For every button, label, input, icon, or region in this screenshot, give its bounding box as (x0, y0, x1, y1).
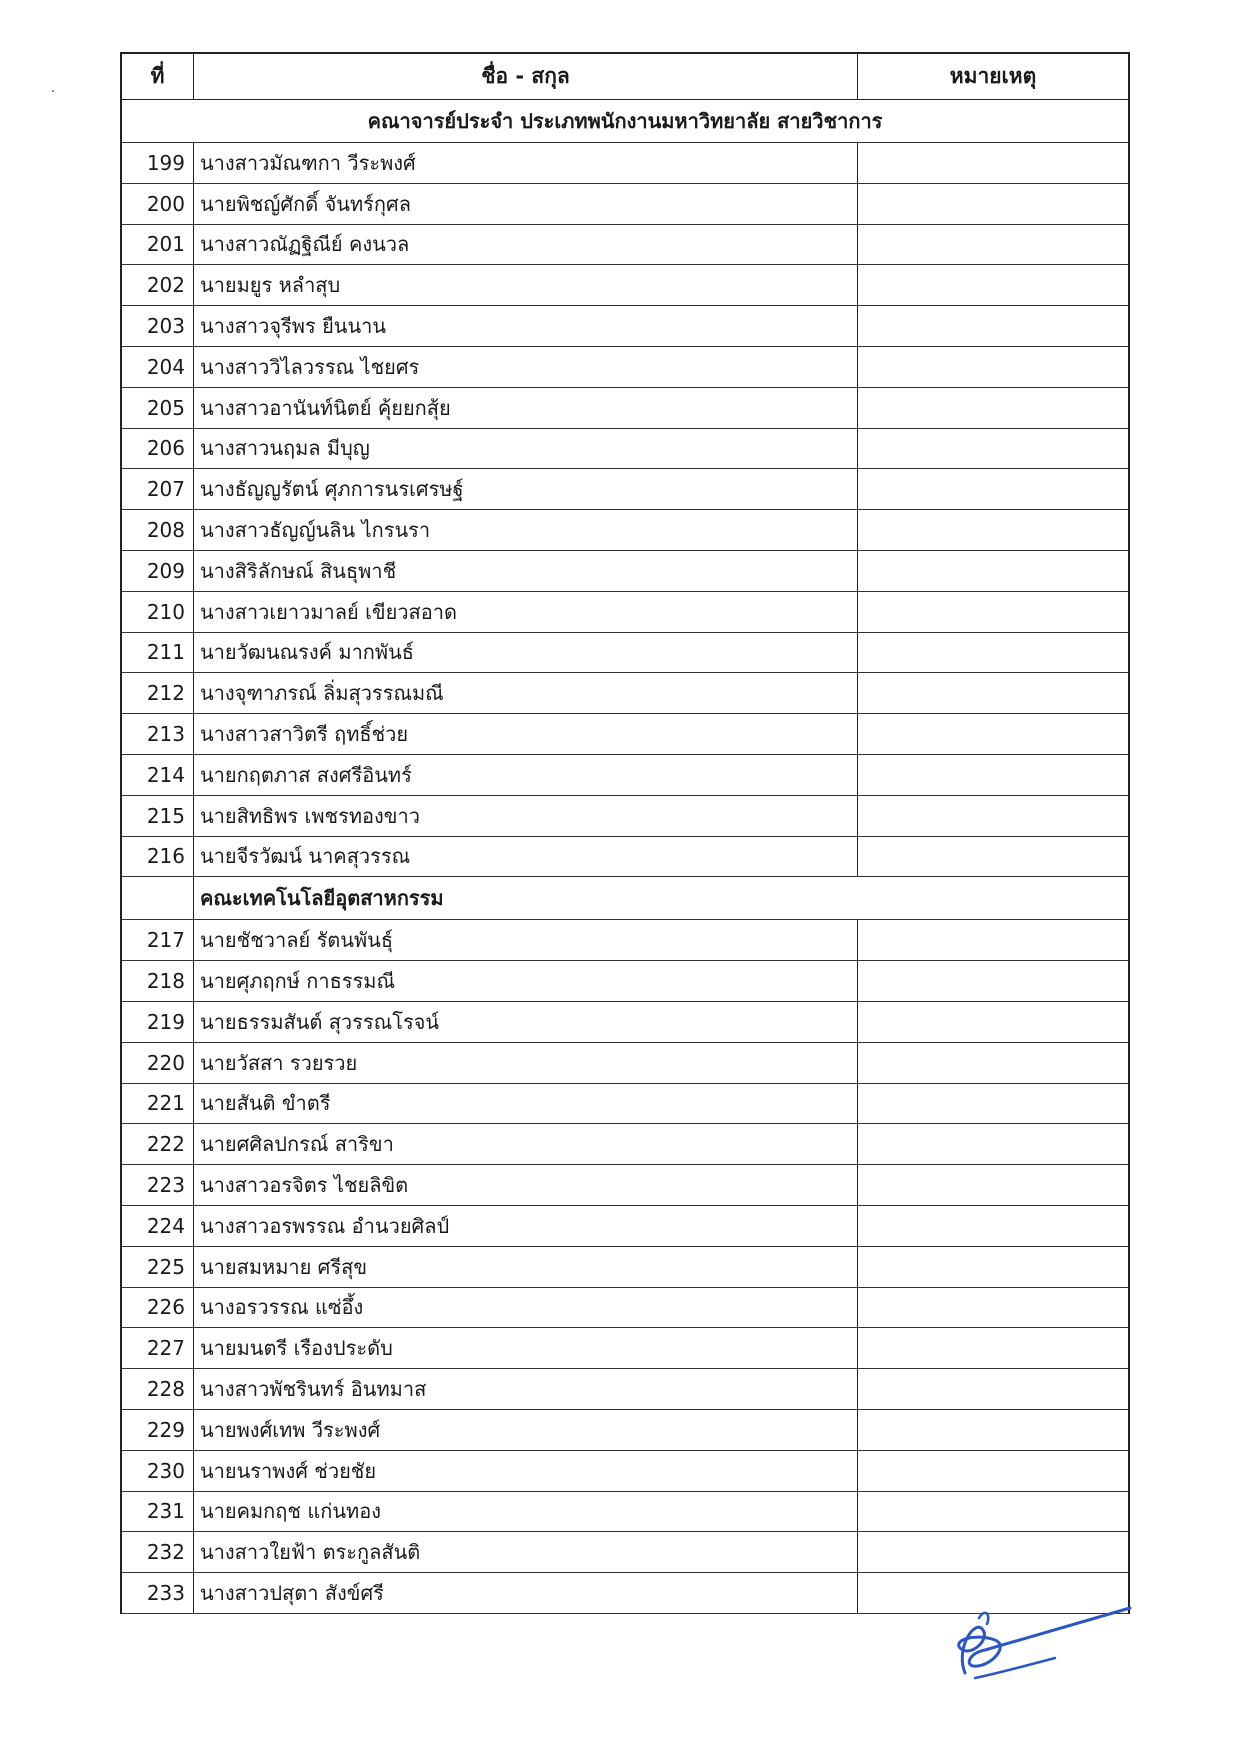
row-number: 230 (122, 1451, 194, 1491)
row-full-name: นายศุภฤกษ์ กาธรรมณี (194, 961, 858, 1001)
row-note (858, 184, 1128, 224)
row-note (858, 551, 1128, 591)
row-number: 225 (122, 1247, 194, 1287)
table-row (122, 961, 1128, 1002)
row-number: 224 (122, 1206, 194, 1246)
row-full-name: นางสาววิไลวรรณ ไชยศร (194, 347, 858, 387)
row-note (858, 714, 1128, 754)
row-number: 231 (122, 1492, 194, 1532)
row-number: 204 (122, 347, 194, 387)
table-row (122, 1206, 1128, 1247)
table-row (122, 1328, 1128, 1369)
table-row (122, 429, 1128, 470)
row-full-name: นายชัชวาลย์ รัตนพันธ์ุ (194, 920, 858, 960)
signature-image (935, 1578, 1135, 1688)
row-number: 200 (122, 184, 194, 224)
row-full-name: นายศศิลปกรณ์ สาริขา (194, 1124, 858, 1164)
row-note (858, 1165, 1128, 1205)
table-row (122, 714, 1128, 755)
row-note (858, 388, 1128, 428)
row-full-name: นายนราพงศ์ ช่วยชัย (194, 1451, 858, 1491)
row-full-name: นางสาวอรจิตร ไชยลิขิต (194, 1165, 858, 1205)
row-note (858, 306, 1128, 346)
row-full-name: นางจุฑาภรณ์ ลิ่มสุวรรณมณี (194, 673, 858, 713)
row-note (858, 633, 1128, 673)
table-row (122, 1492, 1128, 1533)
row-number: 223 (122, 1165, 194, 1205)
row-number: 227 (122, 1328, 194, 1368)
row-number: 213 (122, 714, 194, 754)
row-note (858, 592, 1128, 632)
table-row (122, 837, 1128, 878)
row-full-name: นางสิริลักษณ์ สินธุพาชี (194, 551, 858, 591)
row-number: 214 (122, 755, 194, 795)
row-note (858, 1206, 1128, 1246)
section-title: คณาจารย์ประจำ ประเภทพนักงานมหาวิทยาลัย สายวิชาการ (367, 109, 883, 133)
row-number: 212 (122, 673, 194, 713)
row-number: 222 (122, 1124, 194, 1164)
row-note (858, 1492, 1128, 1532)
table-row (122, 1369, 1128, 1410)
row-full-name: นางสาวเยาวมาลย์ เขียวสอาด (194, 592, 858, 632)
table-row (122, 1288, 1128, 1329)
row-number: 220 (122, 1043, 194, 1083)
row-number: 211 (122, 633, 194, 673)
row-number: 217 (122, 920, 194, 960)
row-full-name: นายสมหมาย ศรีสุข (194, 1247, 858, 1287)
row-full-name: นายสันติ ขำตรี (194, 1084, 858, 1124)
row-full-name: นายมยูร หลำสุบ (194, 265, 858, 305)
row-full-name: นางสาวนฤมล มีบุญ (194, 429, 858, 469)
row-note (858, 469, 1128, 509)
table-row (122, 143, 1128, 184)
group2-rows (122, 920, 1128, 1614)
row-number: 232 (122, 1532, 194, 1572)
table-row (122, 184, 1128, 225)
row-note (858, 1002, 1128, 1042)
row-note (858, 347, 1128, 387)
row-full-name: นางสาวอานันท์นิตย์ คุ้ยยกสุ้ย (194, 388, 858, 428)
row-full-name: นายวัฒนณรงค์ มากพันธ์ (194, 633, 858, 673)
row-full-name: นายสิทธิพร เพชรทองขาว (194, 796, 858, 836)
table-row (122, 1165, 1128, 1206)
table-row (122, 469, 1128, 510)
row-note (858, 1410, 1128, 1450)
table-row (122, 225, 1128, 266)
table-row (122, 1043, 1128, 1084)
row-full-name: นายธรรมสันต์ สุวรรณโรจน์ (194, 1002, 858, 1042)
row-number: 228 (122, 1369, 194, 1409)
group1-rows (122, 143, 1128, 877)
row-note (858, 429, 1128, 469)
scan-speck (52, 90, 54, 92)
table-row (122, 265, 1128, 306)
row-full-name: นายวัสสา รวยรวย (194, 1043, 858, 1083)
row-full-name: นางสาวสาวิตรี ฤทธิ์ช่วย (194, 714, 858, 754)
row-number: 205 (122, 388, 194, 428)
row-note (858, 510, 1128, 550)
row-full-name: นางสาวมัณฑกา วีระพงศ์ (194, 143, 858, 183)
row-full-name: นายกฤตภาส สงศรีอินทร์ (194, 755, 858, 795)
row-number: 201 (122, 225, 194, 265)
table-header-row (122, 54, 1128, 100)
table-row (122, 510, 1128, 551)
row-note (858, 920, 1128, 960)
row-number: 218 (122, 961, 194, 1001)
table-row (122, 673, 1128, 714)
row-full-name: นายมนตรี เรืองประดับ (194, 1328, 858, 1368)
table-row (122, 633, 1128, 674)
table-row (122, 1084, 1128, 1125)
row-note (858, 1532, 1128, 1572)
row-full-name: นางสาวณัฏฐิณีย์ คงนวล (194, 225, 858, 265)
table-row (122, 796, 1128, 837)
row-full-name: นางสาวพัชรินทร์ อินทมาส (194, 1369, 858, 1409)
row-note (858, 225, 1128, 265)
row-note (858, 755, 1128, 795)
section-title-row (122, 100, 1128, 143)
name-list-table (120, 52, 1130, 1614)
row-note (858, 1369, 1128, 1409)
row-number: 199 (122, 143, 194, 183)
row-full-name: นายพงศ์เทพ วีระพงศ์ (194, 1410, 858, 1450)
table-row (122, 592, 1128, 633)
table-row (122, 1410, 1128, 1451)
header-note: หมายเหตุ (949, 64, 1037, 88)
row-note (858, 837, 1128, 877)
row-number: 233 (122, 1573, 194, 1613)
row-number: 226 (122, 1288, 194, 1328)
row-number: 209 (122, 551, 194, 591)
row-note (858, 265, 1128, 305)
row-number: 221 (122, 1084, 194, 1124)
row-full-name: นายคมกฤช แก่นทอง (194, 1492, 858, 1532)
row-note (858, 1328, 1128, 1368)
row-note (858, 1247, 1128, 1287)
header-name: ชื่อ - สกุล (194, 54, 858, 99)
row-note (858, 1124, 1128, 1164)
row-note (858, 143, 1128, 183)
subsection-title-row (122, 877, 1128, 920)
table-row (122, 388, 1128, 429)
table-row (122, 1002, 1128, 1043)
row-number: 208 (122, 510, 194, 550)
row-number: 206 (122, 429, 194, 469)
row-full-name: นายพิชญ์ศักดิ์ จันทร์กุศล (194, 184, 858, 224)
row-number: 207 (122, 469, 194, 509)
subsection-no-empty (122, 877, 194, 919)
table-row (122, 1247, 1128, 1288)
row-note (858, 1451, 1128, 1491)
row-note (858, 796, 1128, 836)
row-full-name: นางสาวจุรีพร ยืนนาน (194, 306, 858, 346)
row-number: 202 (122, 265, 194, 305)
header-no: ที่ (122, 54, 194, 99)
row-note (858, 1043, 1128, 1083)
row-number: 210 (122, 592, 194, 632)
row-note (858, 961, 1128, 1001)
subsection-title: คณะเทคโนโลยีอุตสาหกรรม (200, 886, 444, 911)
row-full-name: นางสาวใยฟ้า ตระกูลสันติ (194, 1532, 858, 1572)
table-row (122, 1451, 1128, 1492)
row-note (858, 1084, 1128, 1124)
table-row (122, 1532, 1128, 1573)
row-full-name: นางอรวรรณ แซ่อึ้ง (194, 1288, 858, 1328)
table-row (122, 1124, 1128, 1165)
row-note (858, 1288, 1128, 1328)
table-row (122, 551, 1128, 592)
row-number: 229 (122, 1410, 194, 1450)
table-row (122, 755, 1128, 796)
row-number: 216 (122, 837, 194, 877)
row-number: 203 (122, 306, 194, 346)
row-full-name: นางสาวปสุตา สังข์ศรี (194, 1573, 858, 1613)
row-full-name: นางสาวธัญญ์นลิน ไกรนรา (194, 510, 858, 550)
row-full-name: นางธัญญรัตน์ ศุภการนรเศรษฐ์ (194, 469, 858, 509)
table-row (122, 347, 1128, 388)
row-full-name: นางสาวอรพรรณ อำนวยศิลป์ (194, 1206, 858, 1246)
row-number: 215 (122, 796, 194, 836)
row-note (858, 673, 1128, 713)
row-number: 219 (122, 1002, 194, 1042)
table-row (122, 920, 1128, 961)
row-full-name: นายจีรวัฒน์ นาคสุวรรณ (194, 837, 858, 877)
table-row (122, 306, 1128, 347)
